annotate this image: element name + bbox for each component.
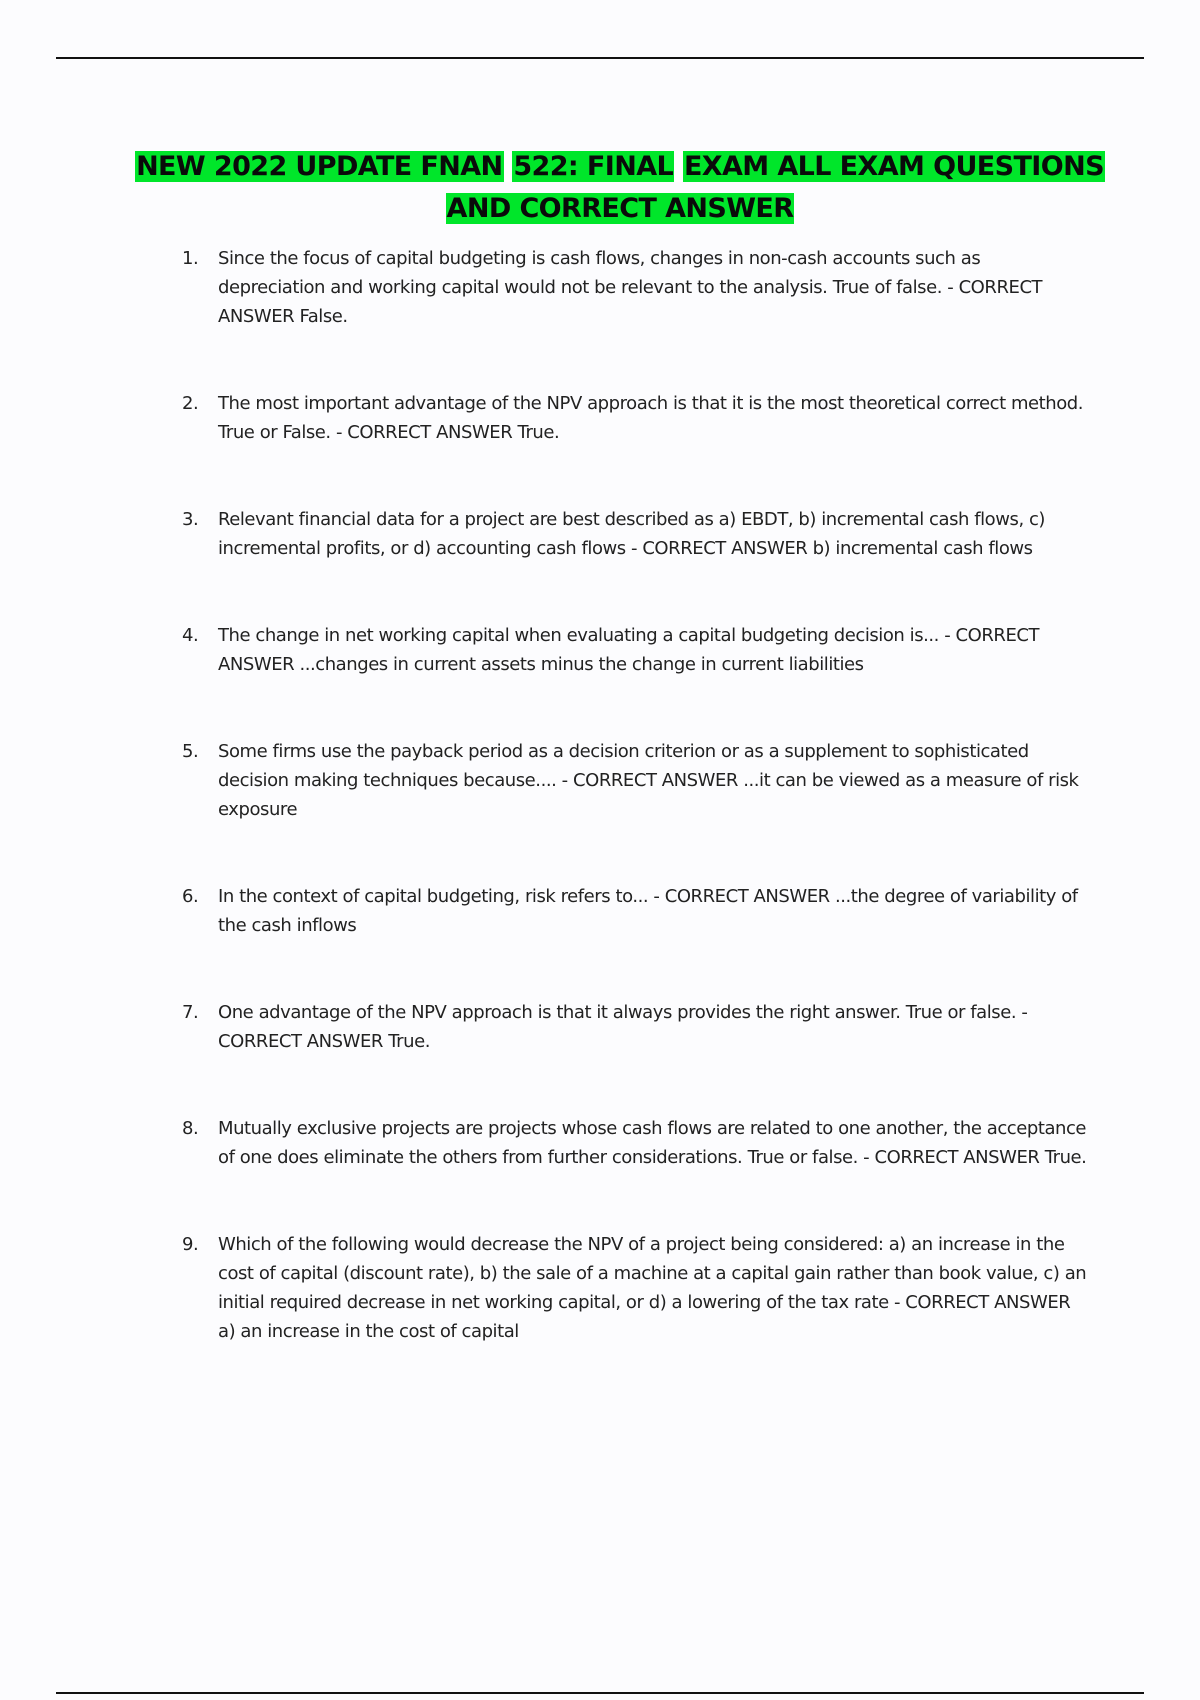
question-number: 3. — [182, 509, 199, 530]
title-line1-part2: 522: FINAL — [513, 151, 674, 182]
question-number: 9. — [182, 1234, 199, 1255]
question-item — [170, 737, 1090, 824]
question-number: 5. — [182, 741, 199, 762]
question-text: Mutually exclusive projects are projects whose cash flows are related to one another, the acceptance of one does eliminate the others from further considerations. True or false. - CORRECT ANSWER True. — [218, 1118, 1087, 1168]
document-title — [130, 146, 1110, 230]
question-text: One advantage of the NPV approach is that it always provides the right answer. True or false. - CORRECT ANSWER True. — [218, 1002, 1028, 1052]
title-line1-part1: NEW 2022 UPDATE FNAN — [136, 151, 503, 182]
question-item — [170, 882, 1090, 940]
question-item — [170, 1114, 1090, 1172]
question-number: 8. — [182, 1118, 199, 1139]
question-item — [170, 505, 1090, 563]
question-item — [170, 389, 1090, 447]
question-item — [170, 998, 1090, 1056]
question-number: 2. — [182, 393, 199, 414]
question-text: In the context of capital budgeting, risk refers to... - CORRECT ANSWER ...the degree of variability of the cash inflows — [218, 886, 1078, 936]
header-rule — [56, 57, 1144, 59]
question-text: The most important advantage of the NPV approach is that it is the most theoretical correct method. True or False. - CORRECT ANSWER True. — [218, 393, 1084, 443]
question-number: 6. — [182, 886, 199, 907]
question-number: 4. — [182, 625, 199, 646]
question-item — [170, 621, 1090, 679]
question-text: Some firms use the payback period as a decision criterion or as a supplement to sophisticated decision making techniques because.... - CORRECT ANSWER ...it can be viewed as a measure of risk exposure — [218, 741, 1079, 820]
question-list — [170, 244, 1090, 1346]
footer-rule — [56, 1692, 1144, 1694]
title-line2: AND CORRECT ANSWER — [446, 193, 794, 224]
question-number: 7. — [182, 1002, 199, 1023]
question-text: Since the focus of capital budgeting is cash flows, changes in non-cash accounts such as depreciation and working capital would not be relevant to the analysis. True of false. - CORRECT ANSWER False. — [218, 248, 1043, 327]
question-text: Which of the following would decrease the NPV of a project being considered: a) an increase in the cost of capital (discount rate), b) the sale of a machine at a capital gain rather than book value, c) an initial required decrease in net working capital, or d) a lowering of the tax rate - CORRECT ANSWER a) an increase in the cost of capital — [218, 1234, 1087, 1342]
question-text: Relevant financial data for a project are best described as a) EBDT, b) incremental cash flows, c) incremental profits, or d) accounting cash flows - CORRECT ANSWER b) incremental cash flows — [218, 509, 1046, 559]
question-item — [170, 1230, 1090, 1346]
title-line1-part3: EXAM ALL EXAM QUESTIONS — [683, 151, 1104, 182]
question-item — [170, 244, 1090, 331]
question-number: 1. — [182, 248, 199, 269]
question-text: The change in net working capital when evaluating a capital budgeting decision is... - CORRECT ANSWER ...changes in current assets minus the change in current liabilities — [218, 625, 1040, 675]
